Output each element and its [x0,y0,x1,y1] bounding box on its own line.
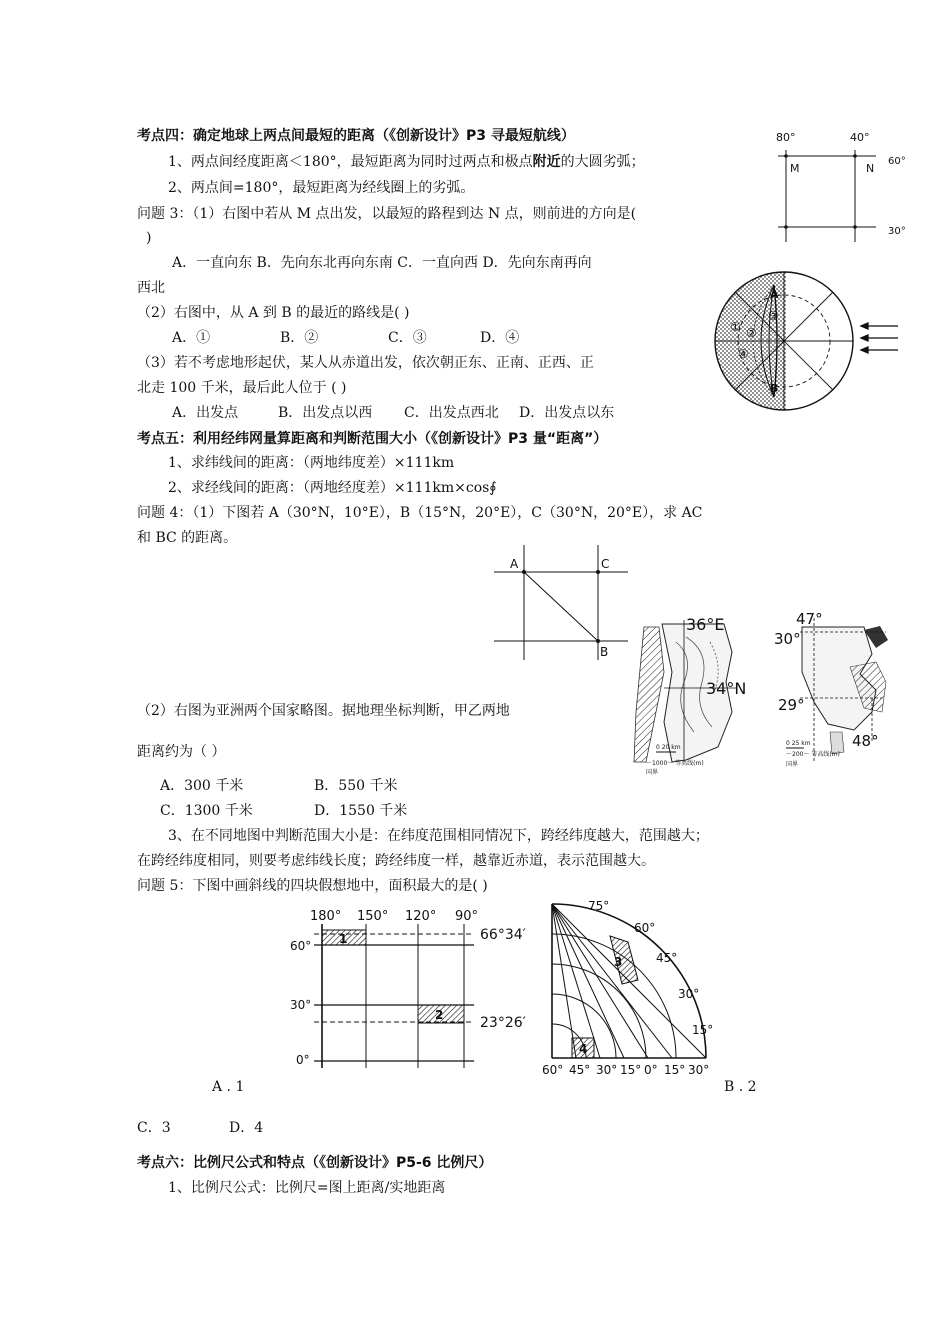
cell-2-label: 2 [435,1008,444,1022]
option-d: D．4 [229,1120,264,1136]
question-4-2-wrap: 距离约为（ ） [137,744,226,760]
lon-label-150: 150° [357,909,389,924]
lat-label-45: 45° [656,951,678,965]
question-5-options-cd [137,1119,263,1137]
map-1-legend-contour: ～1000～ 等高线(m) [646,760,704,767]
point-a-label: A [510,557,519,571]
point-b-label: B [600,645,609,659]
option-a: A．出发点 [172,405,239,421]
figure-asia-country-maps [614,612,900,782]
map-1-legend-border: 国界 [646,769,659,776]
question-5: 问题 5：下图中画斜线的四块假想地中，面积最大的是( ) [137,878,488,894]
lon-label-0: 0° [644,1063,658,1077]
lat-label-60: 60° [634,921,656,935]
option-d: D．④ [480,330,520,346]
point-c-label: C [601,557,610,571]
map-1-scale: 0 20 km [656,744,681,751]
question-4-2: （2）右图为亚洲两个国家略图。据地理坐标判断，甲乙两地 [137,703,510,719]
lat-label-top: 60° [888,156,906,167]
question-4-2-options-row1 [160,777,397,795]
point-a-label: A [770,288,779,301]
route-2-label: ② [746,326,757,340]
map-1-lon-label: 36°E [686,615,725,634]
option-c: C．出发点西北 [404,405,499,421]
point-b-label: B [770,382,779,395]
section-4-heading: 考点四：确定地球上两点间最短的距离（《创新设计》P3 寻最短航线） [137,128,575,144]
lon-label-45w: 45° [569,1063,591,1077]
map-2-lat-bottom-label: 48° [852,732,879,750]
lat-label-30: 30° [290,998,312,1012]
question-4-2-options-row2 [160,802,407,820]
section-5-rule-3: 3、在不同地图中判断范围大小是：在纬度范围相同情况下，跨经纬度越大，范围越大； [168,828,709,844]
option-b: B．② [280,330,319,346]
option-c: C．1300 千米 [160,803,253,819]
lon-label-180: 180° [310,909,342,924]
question-3-1-options: A．一直向东 B．先向东北再向东南 C．一直向西 D．先向东南再向 [172,255,592,271]
map-2-legend-border: 国界 [786,761,799,768]
section-5-heading: 考点五：利用经纬网量算距离和判断范围大小（《创新设计》P3 量“距离”） [137,431,608,447]
lat-label-75: 75° [588,899,610,913]
option-d: D．1550 千米 [314,803,408,819]
lon-label-30e: 30° [688,1063,710,1077]
tropic-label: 23°26′ [480,1015,526,1031]
option-a: A．① [172,330,211,346]
question-3-3: （3）若不考虑地形起伏，某人从赤道出发，依次朝正东、正南、正西、正 [137,355,594,371]
question-5-option-b: B . 2 [724,1079,757,1095]
cell-1-label: 1 [339,932,348,946]
question-3-3-options [172,404,614,422]
question-4-1: 问题 4：（1）下图若 A（30°N，10°E），B（15°N，20°E），C（30°N，20°E），求 AC [137,505,703,521]
map-1 [634,615,746,776]
question-3-2: （2）右图中，从 A 到 B 的最近的路线是( ) [137,305,410,321]
map-2-lat-mid-label: 29° [778,696,805,714]
section-6-rule-1: 1、比例尺公式：比例尺=图上距离/实地距离 [168,1180,446,1196]
route-3-label: ③ [768,309,779,323]
section-4-rule-2: 2、两点间=180°，最短距离为经线圈上的劣弧。 [168,180,475,196]
map-2 [774,612,888,768]
section-5-rule-3-wrap: 在跨经纬度相同，则要考虑纬线长度；跨经纬度一样，越靠近赤道，表示范围越大。 [137,853,655,869]
figure-mn-graticule [768,126,918,246]
lat-label-60: 60° [290,939,312,953]
question-3-1-paren: ) [146,230,152,246]
lon-label-90: 90° [455,909,479,924]
question-3-3-wrap: 北走 100 千米，最后此人位于 ( ) [137,380,347,396]
lon-label-120: 120° [405,909,437,924]
route-1-label: ① [730,320,741,334]
section-5-rule-2: 2、求经线间的距离：（两地经度差）×111km×cos∮ [168,480,497,496]
map-2-lon-label: 47° [796,612,823,628]
section-4-rule-1: 1、两点间经度距离＜180°，最短距离为同时过两点和极点附近的大圆劣弧； [168,154,645,170]
lat-label-0: 0° [296,1053,310,1067]
lon-label-left: 80° [776,131,796,144]
lon-label-60w: 60° [542,1063,564,1077]
question-4-1-wrap: 和 BC 的距离。 [137,530,238,546]
cell-3-label: 3 [614,955,623,969]
map-2-lat-top-label: 30° [774,630,801,648]
option-a: A．300 千米 [160,778,244,794]
arctic-circle-label: 66°34′ [480,927,526,943]
figure-polar-graticule [538,896,724,1088]
cell-4-label: 4 [579,1042,588,1056]
option-c: C．③ [388,330,427,346]
route-4-label: ④ [738,347,749,361]
option-b: B．出发点以西 [278,405,373,421]
section-6-heading: 考点六：比例尺公式和特点（《创新设计》P5-6 比例尺） [137,1155,493,1171]
option-c: C．3 [137,1120,171,1136]
map-2-scale: 0 25 km [786,740,811,747]
question-3-1-options-wrap: 西北 [137,280,165,296]
map-1-lat-label: 34°N [706,679,747,698]
question-3-2-options [172,329,519,347]
lon-label-right: 40° [850,131,870,144]
lat-label-15: 15° [692,1023,714,1037]
question-3-1: 问题 3：（1）右图中若从 M 点出发，以最短的路程到达 N 点，则前进的方向是( [137,206,637,222]
lon-label-15w: 15° [620,1063,642,1077]
map-2-legend-contour: ～200～ 等高线(m) [786,751,840,758]
point-m-label: M [790,162,800,175]
lat-label-bottom: 30° [888,226,906,237]
section-5-rule-1: 1、求纬线间的距离：（两地纬度差）×111km [168,455,455,471]
lon-label-15e: 15° [664,1063,686,1077]
lon-label-30w: 30° [596,1063,618,1077]
figure-rect-graticule [284,906,534,1076]
question-5-option-a: A . 1 [212,1079,245,1095]
point-n-label: N [866,162,875,175]
lat-label-30: 30° [678,987,700,1001]
figure-globe-routes [706,270,902,412]
option-d: D．出发点以东 [519,405,615,421]
option-b: B．550 千米 [314,778,398,794]
